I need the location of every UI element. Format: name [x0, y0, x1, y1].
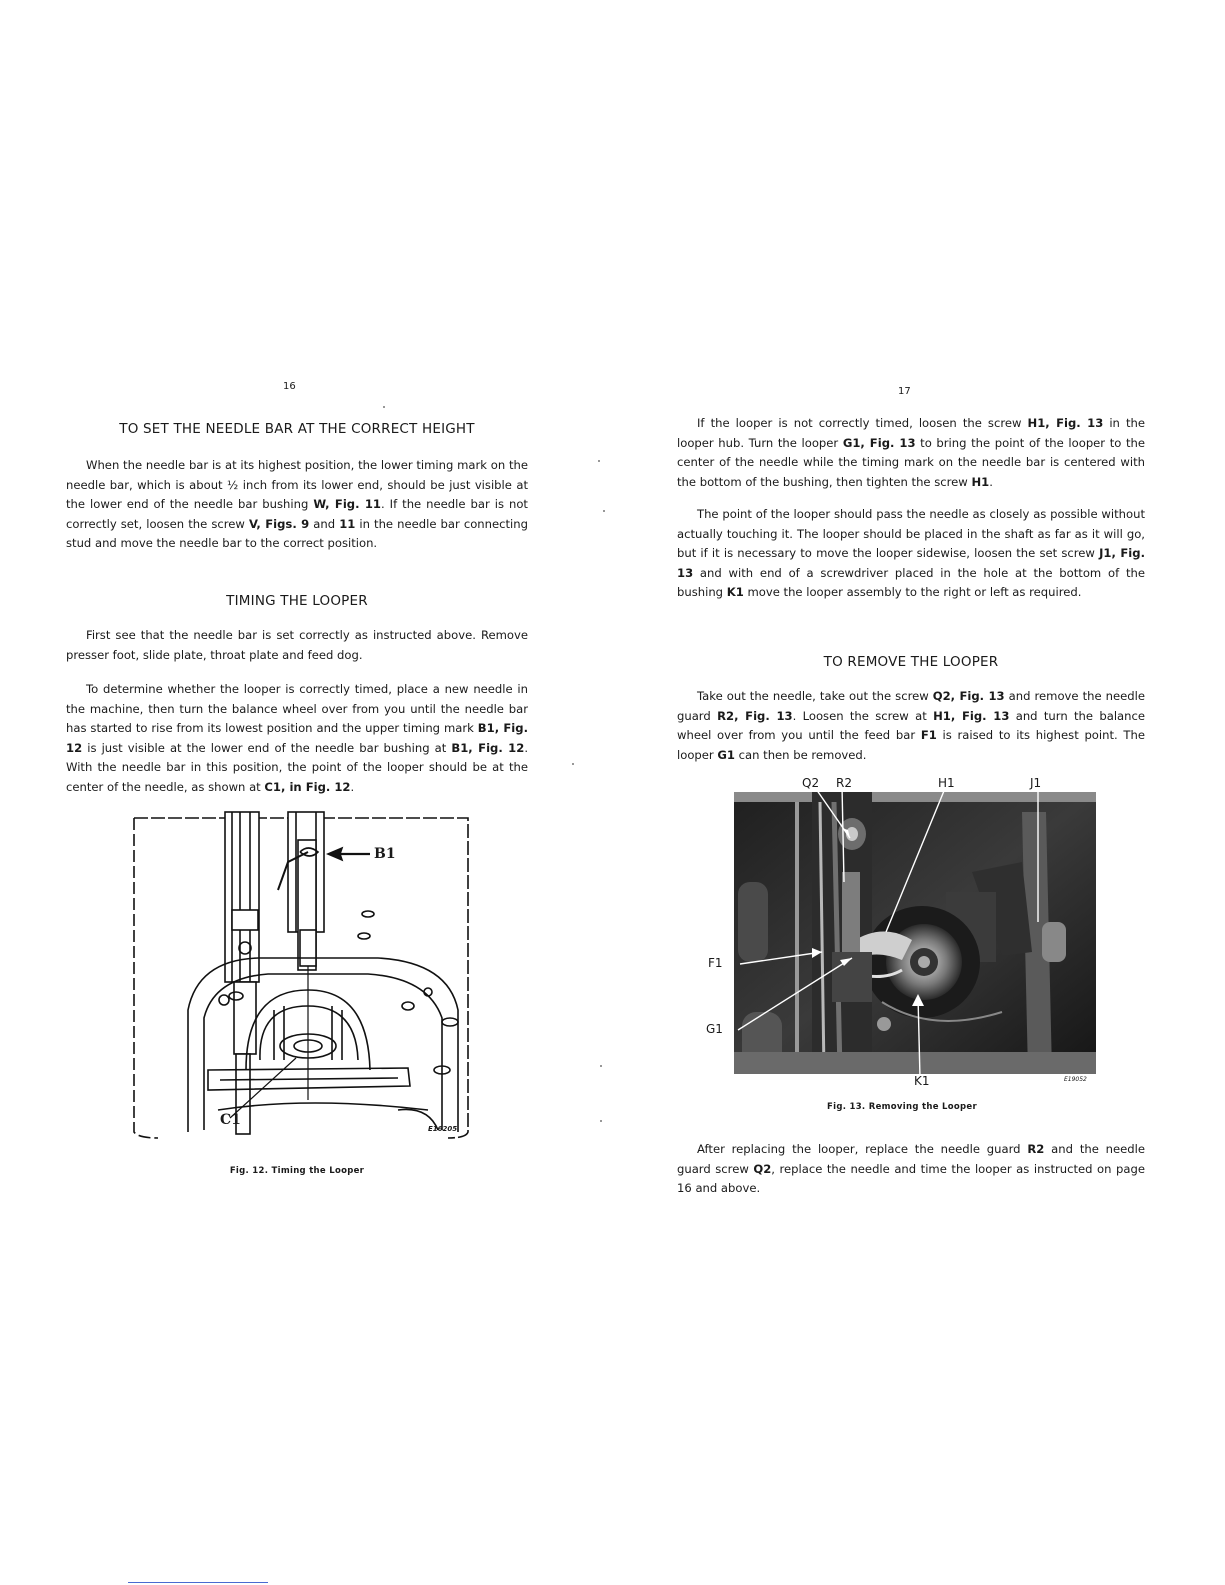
figure-12-caption: Fig. 12. Timing the Looper: [229, 1166, 365, 1176]
figure-label-f1: F1: [708, 956, 723, 970]
remove-looper-paragraph: Take out the needle, take out the screw Q2, Fig. 13 and remove the needle guard R2, Fig. 13. Loosen the screw at H1, Fig. 13 and turn the balance wheel over from you until the feed bar F1 is raised to its highest point. The looper G1 can then be removed.: [677, 689, 1146, 762]
section-heading-remove-looper: TO REMOVE THE LOOPER: [823, 654, 999, 670]
bold-reference: H1: [971, 474, 990, 489]
looper-adjust-paragraph: If the looper is not correctly timed, loosen the screw H1, Fig. 13 in the looper hub. Turn the looper G1, Fig. 13 to bring the point of the looper to the center of the needle while the timing mark on the needle bar is centered with the bottom of the bushing, then tighten the screw H1.: [677, 416, 1145, 489]
timing-intro-paragraph: First see that the needle bar is set correctly as instructed above. Remove presser foot, slide plate, throat plate and feed dog.: [66, 628, 528, 662]
scan-speck: [572, 763, 574, 765]
bold-reference: Q2, Fig. 13: [932, 689, 1005, 703]
bold-reference: F1: [920, 728, 937, 743]
figure-label-h1: H1: [938, 776, 955, 790]
figure-label-c1: C1: [220, 1112, 241, 1128]
scan-speck: [383, 406, 385, 408]
bold-reference: Q2: [753, 1161, 772, 1176]
bold-reference: G1: [717, 747, 735, 762]
bold-reference: C1, in Fig. 12: [264, 779, 351, 794]
scan-speck: [598, 460, 600, 462]
bold-reference: V, Figs. 9: [248, 516, 310, 531]
section-heading-timing-looper: TIMING THE LOOPER: [226, 593, 368, 609]
bold-reference: B1, Fig. 12: [451, 740, 525, 755]
section-heading-needle-bar: TO SET THE NEEDLE BAR AT THE CORRECT HEIGHT: [119, 421, 475, 437]
after-replacing-paragraph: After replacing the looper, replace the needle guard R2 and the needle guard screw Q2, replace the needle and time the looper as instructed on page 16 and above.: [677, 1142, 1145, 1196]
bold-reference: G1, Fig. 13: [842, 435, 916, 450]
page-number: 17: [898, 386, 911, 397]
figure-label-j1: J1: [1030, 776, 1042, 790]
bold-reference: 11: [339, 516, 356, 531]
looper-position-paragraph: The point of the looper should pass the needle as closely as possible without actually touching it. The looper should be placed in the shaft as far as it will go, but if it is necessary to move the looper sidewise, loosen the set screw J1, Fig. 13 and with end of a screwdriver placed in the hole at the bottom of the bushing K1 move the looper assembly to the right or left as required.: [677, 507, 1145, 600]
bold-reference: W, Fig. 11: [313, 497, 381, 512]
page-bottom-rule: [128, 1582, 268, 1583]
bold-reference: R2, Fig. 13: [717, 708, 793, 723]
needle-bar-paragraph: When the needle bar is at its highest position, the lower timing mark on the needle bar, which is about ½ inch from its lower end, should be just visible at the lower end of the needle bar bushing W, Fig. 11. If the needle bar is not correctly set, loosen the screw V, Figs. 9 and 11 in the needle bar connecting stud and move the needle bar to the correct position.: [66, 458, 528, 551]
figure-label-r2: R2: [836, 776, 852, 790]
timing-procedure-paragraph: To determine whether the looper is correctly timed, place a new needle in the machine, then turn the balance wheel over from you until the needle bar has started to rise from its lowest position and the upper timing mark B1, Fig. 12 is just visible at the lower end of the needle bar bushing at B1, Fig. 12. With the needle bar in this position, the point of the looper should be at the center of the needle, as shown at C1, in Fig. 12.: [66, 682, 528, 794]
bold-reference: J1, Fig. 13: [677, 546, 1145, 580]
bold-reference: H1, Fig. 13: [933, 708, 1010, 723]
left-page: [0, 0, 612, 1585]
figure-code: E16205: [428, 1125, 458, 1133]
figure-code: E19052: [1064, 1076, 1087, 1083]
scan-speck: [603, 510, 605, 512]
bold-reference: B1, Fig. 12: [66, 721, 528, 755]
bold-reference: K1: [726, 585, 744, 600]
figure-13-caption: Fig. 13. Removing the Looper: [827, 1102, 977, 1112]
bold-reference: H1, Fig. 13: [1027, 416, 1104, 430]
page-number: 16: [283, 381, 296, 392]
figure-label-b1: B1: [374, 846, 396, 862]
scan-speck: [600, 1120, 602, 1122]
figure-12-timing-illustration: [128, 810, 478, 1145]
figure-label-q2: Q2: [802, 776, 820, 790]
right-page: [612, 0, 1225, 1585]
bold-reference: R2: [1027, 1142, 1045, 1156]
scan-speck: [600, 1065, 602, 1067]
figure-13-photo: [702, 772, 1102, 1092]
figure-label-k1: K1: [914, 1074, 930, 1088]
figure-label-g1: G1: [706, 1022, 723, 1036]
